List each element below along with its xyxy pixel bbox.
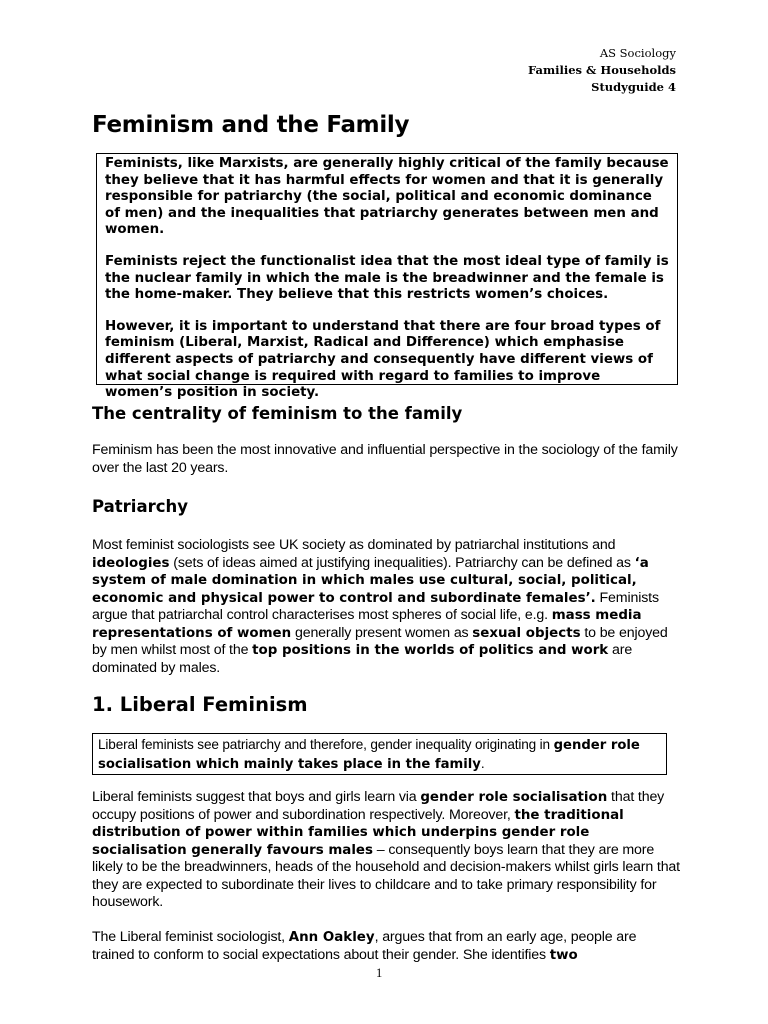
patriarchy-paragraph <box>92 537 682 677</box>
bold-term: sexual objects <box>472 625 581 641</box>
bold-name: Ann Oakley <box>288 930 375 945</box>
bold-definition: ‘a system of male domination in which males use cultural, social, political, economic and physical power to control and subordinate females’. <box>92 555 649 606</box>
text-span: – consequently boys learn that they are more likely to be the breadwinners, heads of the household and decision-makers whilst girls learn that they are expected to subordinate their lives to childcare and to take primary responsibility for housework. <box>92 841 680 910</box>
course-name: AS Sociology <box>599 46 676 60</box>
liberal-paragraph <box>92 789 682 912</box>
bold-term: mass media representations of women <box>92 608 642 641</box>
topic-name: Families & Households <box>527 63 676 77</box>
page-title: Feminism and the Family <box>92 112 410 138</box>
page-number: 1 <box>376 966 383 980</box>
intro-paragraph-1: Feminists, like Marxists, are generally highly critical of the family because they believe that it has harmful effects for women and that it is generally responsible for patriarchy (the social, political and economic dominance of men) and the inequalities that patriarchy generates between men and women. <box>105 156 669 238</box>
liberal-feminism-heading: 1. Liberal Feminism <box>92 693 308 716</box>
bold-term: top positions in the worlds of politics and work <box>252 643 609 658</box>
text-span: Feminists argue that patriarchal control characterises most spheres of social life, e.g. <box>92 589 659 623</box>
bold-term: gender role socialisation which mainly takes place in the family <box>98 738 640 772</box>
text-span: to be enjoyed by men whilst most of the <box>92 624 668 658</box>
intro-paragraph-2: Feminists reject the functionalist idea that the most ideal type of family is the nuclear family in which the male is the breadwinner and the female is the home-maker. They believe that this restricts women’s choices. <box>105 253 669 303</box>
guide-name: Studyguide 4 <box>591 80 676 94</box>
text-span: Most feminist sociologists see UK society as dominated by patriarchal institutions and <box>92 537 616 553</box>
bold-term: two <box>549 947 578 963</box>
patriarchy-heading: Patriarchy <box>92 497 189 516</box>
liberal-summary-box <box>92 733 667 775</box>
oakley-paragraph <box>92 929 682 964</box>
centrality-heading: The centrality of feminism to the family <box>92 404 463 423</box>
bold-statement: the traditional distribution of power within families which underpins gender role socialisation generally favours males <box>92 807 624 858</box>
text-span: , argues that from an early age, people are trained to conform to social expectations about their gender. She identifies <box>92 929 637 963</box>
text-span: Liberal feminists see patriarchy and therefore, gender inequality originating in <box>98 737 554 752</box>
intro-box <box>96 153 678 401</box>
text-span: . <box>480 755 485 771</box>
bold-term: ideologies <box>92 555 170 571</box>
text-span: Liberal feminists suggest that boys and girls learn via <box>92 789 421 805</box>
centrality-paragraph: Feminism has been the most innovative and influential perspective in the sociology of the family over the last 20 years. <box>92 442 678 476</box>
text-span: generally present women as <box>291 624 473 641</box>
bold-term: gender role socialisation <box>420 790 608 805</box>
text-span: are dominated by males. <box>92 642 633 676</box>
text-span: (sets of ideas aimed at justifying inequalities). Patriarchy can be defined as <box>169 554 635 571</box>
intro-paragraph-3: However, it is important to understand that there are four broad types of feminism (Liberal, Marxist, Radical and Difference) which emphasise different aspects of patriarchy and consequently have different views of what social change is required with regard to families to improve women’s position in society. <box>105 318 661 401</box>
text-span: The Liberal feminist sociologist, <box>92 929 289 945</box>
text-span: that they occupy positions of power and subordination respectively. Moreover, <box>92 789 665 823</box>
document-header <box>528 45 676 96</box>
